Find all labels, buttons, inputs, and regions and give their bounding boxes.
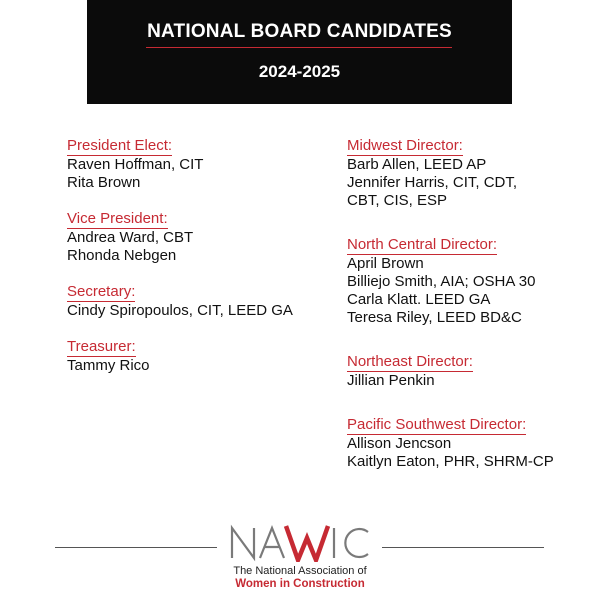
- section-treasurer: [67, 338, 327, 375]
- candidate-name: Andrea Ward, CBT: [67, 229, 194, 246]
- candidate-name: Tammy Rico: [67, 357, 150, 374]
- section-vice-president: [67, 210, 327, 265]
- candidate-name: April Brown: [347, 255, 424, 272]
- candidate-name: Allison Jencson: [347, 435, 452, 452]
- footer-divider-right: [382, 547, 544, 548]
- role-label: Secretary:: [67, 283, 136, 300]
- page-title: NATIONAL BOARD CANDIDATES: [147, 21, 452, 42]
- role-label: Midwest Director:: [347, 137, 463, 154]
- candidate-name: Teresa Riley, LEED BD&C: [347, 309, 522, 326]
- candidate-name: Jillian Penkin: [347, 372, 435, 389]
- candidate-name: CBT, CIS, ESP: [347, 192, 448, 209]
- section-north-central-director: [347, 236, 587, 327]
- logo-tagline-line2: Women in Construction: [235, 578, 365, 590]
- candidate-name: Cindy Spiropoulos, CIT, LEED GA: [67, 302, 293, 319]
- candidate-name: Kaitlyn Eaton, PHR, SHRM-CP: [347, 453, 554, 470]
- section-northeast-director: [347, 353, 587, 390]
- role-label: Treasurer:: [67, 338, 136, 355]
- logo-tagline-line1: The National Association of: [233, 565, 367, 577]
- right-column: [347, 137, 587, 471]
- header-banner: [87, 0, 512, 104]
- section-pacific-southwest-director: [347, 416, 587, 471]
- candidate-name: Carla Klatt. LEED GA: [347, 291, 491, 308]
- candidate-name: Rhonda Nebgen: [67, 247, 177, 264]
- candidate-name: Billiejo Smith, AIA; OSHA 30: [347, 273, 536, 290]
- candidate-name: Barb Allen, LEED AP: [347, 156, 487, 173]
- section-president-elect: [67, 137, 327, 192]
- role-label: Vice President:: [67, 210, 168, 227]
- candidate-name: Raven Hoffman, CIT: [67, 156, 204, 173]
- left-column: [67, 137, 327, 375]
- role-label: Northeast Director:: [347, 353, 473, 370]
- nawic-wordmark: [220, 520, 380, 562]
- page-subtitle-years: 2024-2025: [258, 62, 341, 81]
- role-label: North Central Director:: [347, 236, 498, 253]
- nawic-logo: [220, 520, 380, 595]
- section-midwest-director: [347, 137, 587, 210]
- role-label: President Elect:: [67, 137, 173, 154]
- footer-divider-left: [55, 547, 217, 548]
- section-secretary: [67, 283, 327, 320]
- candidate-name: Rita Brown: [67, 174, 141, 191]
- title-underline: [146, 47, 452, 48]
- role-label: Pacific Southwest Director:: [347, 416, 527, 433]
- candidate-name: Jennifer Harris, CIT, CDT,: [347, 174, 518, 191]
